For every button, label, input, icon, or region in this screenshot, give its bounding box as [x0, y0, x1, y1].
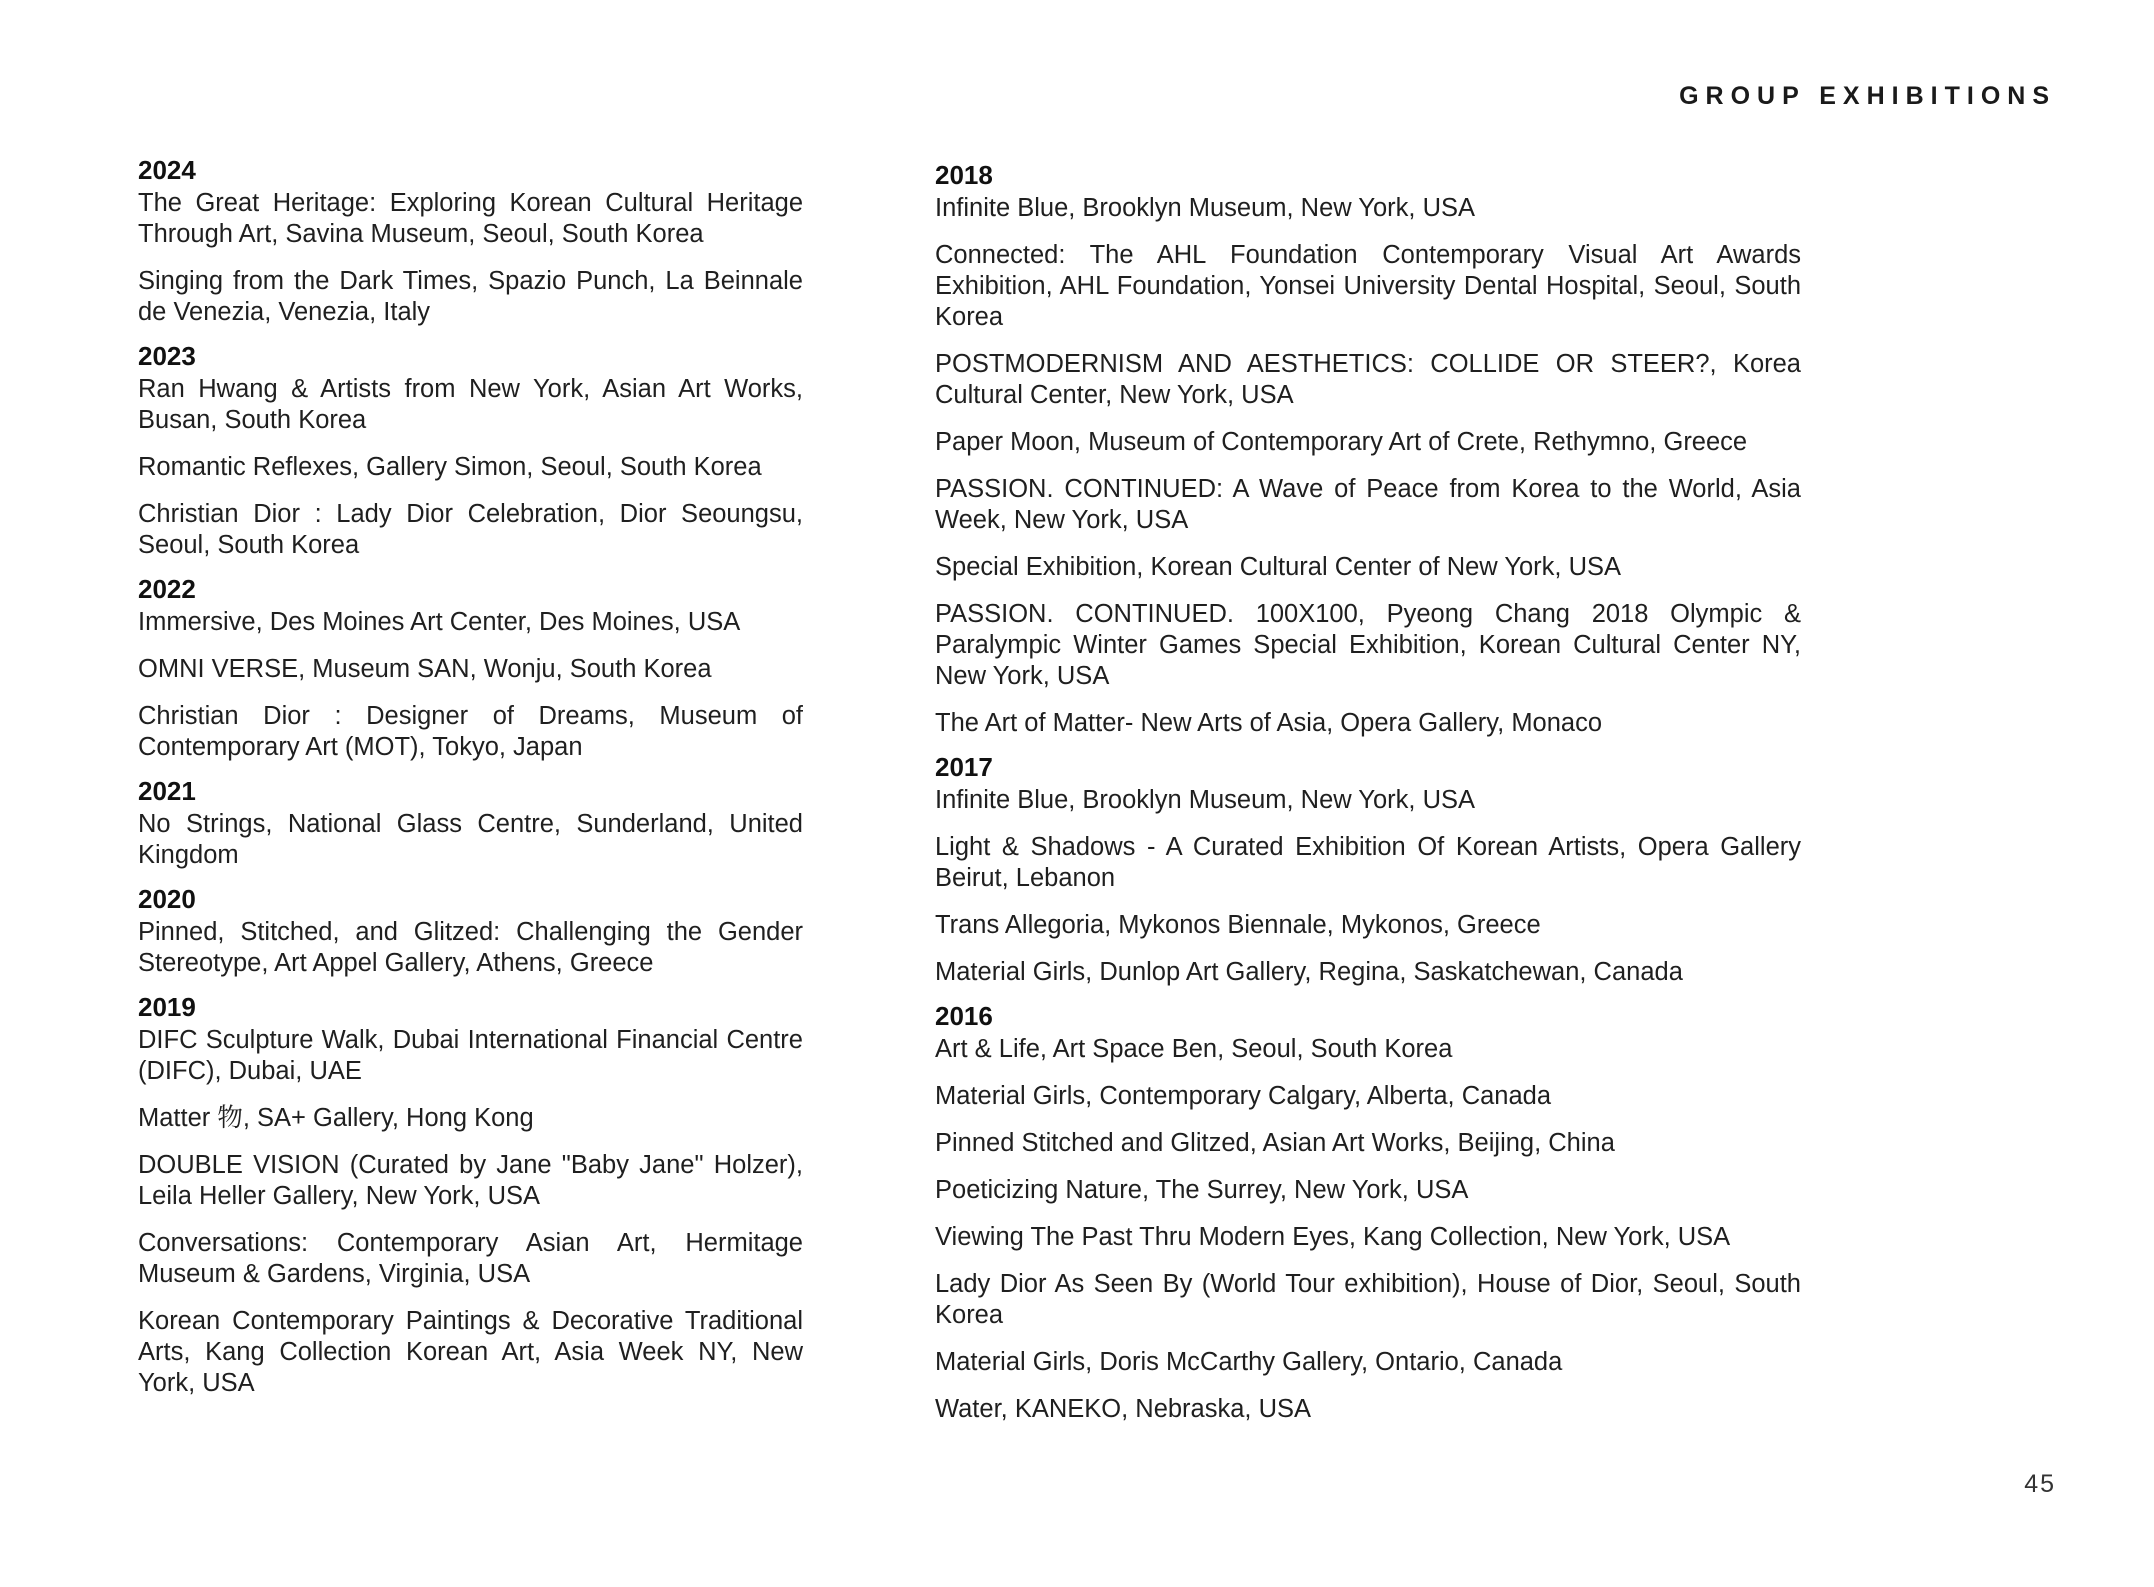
exhibition-entry: Material Girls, Doris McCarthy Gallery, Ontario, Canada [935, 1348, 1563, 1376]
exhibition-entry: Lady Dior As Seen By (World Tour exhibition), House of Dior, Seoul, South Korea [935, 1270, 1801, 1329]
year-heading: 2019 [138, 992, 196, 1022]
year-section [138, 775, 803, 871]
year-heading: 2022 [138, 574, 196, 604]
exhibition-entry: Singing from the Dark Times, Spazio Punch, La Beinnale de Venezia, Venezia, Italy [138, 267, 803, 326]
year-heading: 2017 [935, 752, 993, 782]
exhibition-entry: Immersive, Des Moines Art Center, Des Moines, USA [138, 608, 741, 636]
year-heading: 2018 [935, 160, 993, 190]
exhibition-entry: Water, KANEKO, Nebraska, USA [935, 1395, 1312, 1423]
exhibition-entry: Korean Contemporary Paintings & Decorative Traditional Arts, Kang Collection Korean Art, Asia Week NY, New York, USA [138, 1307, 803, 1397]
left-column [138, 154, 803, 1411]
year-section [138, 573, 803, 763]
exhibition-entry: Conversations: Contemporary Asian Art, Hermitage Museum & Gardens, Virginia, USA [138, 1229, 803, 1288]
exhibition-entry: Infinite Blue, Brooklyn Museum, New York, USA [935, 194, 1475, 222]
right-column [935, 159, 1801, 1437]
year-section [138, 883, 803, 979]
year-section [138, 340, 803, 561]
exhibition-entry: Infinite Blue, Brooklyn Museum, New York, USA [935, 786, 1475, 814]
exhibition-entry: PASSION. CONTINUED: A Wave of Peace from Korea to the World, Asia Week, New York, USA [935, 475, 1801, 534]
exhibition-entry: Light & Shadows - A Curated Exhibition Of Korean Artists, Opera Gallery Beirut, Lebanon [935, 833, 1801, 892]
exhibition-entry: OMNI VERSE, Museum SAN, Wonju, South Korea [138, 655, 712, 683]
exhibition-entry: Paper Moon, Museum of Contemporary Art of Crete, Rethymno, Greece [935, 428, 1748, 456]
exhibition-entry: The Art of Matter- New Arts of Asia, Opera Gallery, Monaco [935, 709, 1603, 737]
exhibition-entry: The Great Heritage: Exploring Korean Cultural Heritage Through Art, Savina Museum, Seoul, South Korea [138, 189, 803, 248]
exhibition-entry: DOUBLE VISION (Curated by Jane "Baby Jane" Holzer), Leila Heller Gallery, New York, USA [138, 1151, 803, 1210]
year-heading: 2021 [138, 776, 196, 806]
exhibition-entry: Romantic Reflexes, Gallery Simon, Seoul, South Korea [138, 453, 762, 481]
year-section [138, 154, 803, 328]
exhibition-entry: Material Girls, Contemporary Calgary, Alberta, Canada [935, 1082, 1552, 1110]
year-section [935, 1000, 1801, 1425]
page-number: 45 [2024, 1470, 2056, 1498]
exhibition-entry: Special Exhibition, Korean Cultural Center of New York, USA [935, 553, 1622, 581]
exhibition-entry: Viewing The Past Thru Modern Eyes, Kang Collection, New York, USA [935, 1223, 1731, 1251]
exhibition-entry: Connected: The AHL Foundation Contemporary Visual Art Awards Exhibition, AHL Foundation, Yonsei University Dental Hospital, Seoul, South Korea [935, 241, 1801, 331]
exhibition-entry: DIFC Sculpture Walk, Dubai International Financial Centre (DIFC), Dubai, UAE [138, 1026, 803, 1085]
exhibition-entry: POSTMODERNISM AND AESTHETICS: COLLIDE OR STEER?, Korea Cultural Center, New York, USA [935, 350, 1801, 409]
year-heading: 2016 [935, 1001, 993, 1031]
exhibition-entry: Matter 物, SA+ Gallery, Hong Kong [138, 1104, 534, 1132]
year-heading: 2024 [138, 155, 196, 185]
exhibition-entry: Pinned, Stitched, and Glitzed: Challenging the Gender Stereotype, Art Appel Gallery, Athens, Greece [138, 918, 803, 977]
exhibition-entry: No Strings, National Glass Centre, Sunderland, United Kingdom [138, 810, 803, 869]
year-heading: 2020 [138, 884, 196, 914]
year-section [935, 751, 1801, 988]
exhibition-entry: Trans Allegoria, Mykonos Biennale, Mykonos, Greece [935, 911, 1541, 939]
page-title: GROUP EXHIBITIONS [1679, 82, 2056, 110]
exhibition-entry: Material Girls, Dunlop Art Gallery, Regina, Saskatchewan, Canada [935, 958, 1683, 986]
year-section [138, 991, 803, 1399]
exhibition-entry: Christian Dior : Lady Dior Celebration, Dior Seoungsu, Seoul, South Korea [138, 500, 803, 559]
year-heading: 2023 [138, 341, 196, 371]
exhibition-entry: Christian Dior : Designer of Dreams, Museum of Contemporary Art (MOT), Tokyo, Japan [138, 702, 803, 761]
year-section [935, 159, 1801, 739]
exhibition-entry: Pinned Stitched and Glitzed, Asian Art Works, Beijing, China [935, 1129, 1615, 1157]
exhibition-entry: PASSION. CONTINUED. 100X100, Pyeong Chang 2018 Olympic & Paralympic Winter Games Special Exhibition, Korean Cultural Center NY, New York, USA [935, 600, 1801, 690]
exhibition-entry: Poeticizing Nature, The Surrey, New York, USA [935, 1176, 1469, 1204]
exhibition-entry: Ran Hwang & Artists from New York, Asian Art Works, Busan, South Korea [138, 375, 803, 434]
exhibition-entry: Art & Life, Art Space Ben, Seoul, South Korea [935, 1035, 1453, 1063]
